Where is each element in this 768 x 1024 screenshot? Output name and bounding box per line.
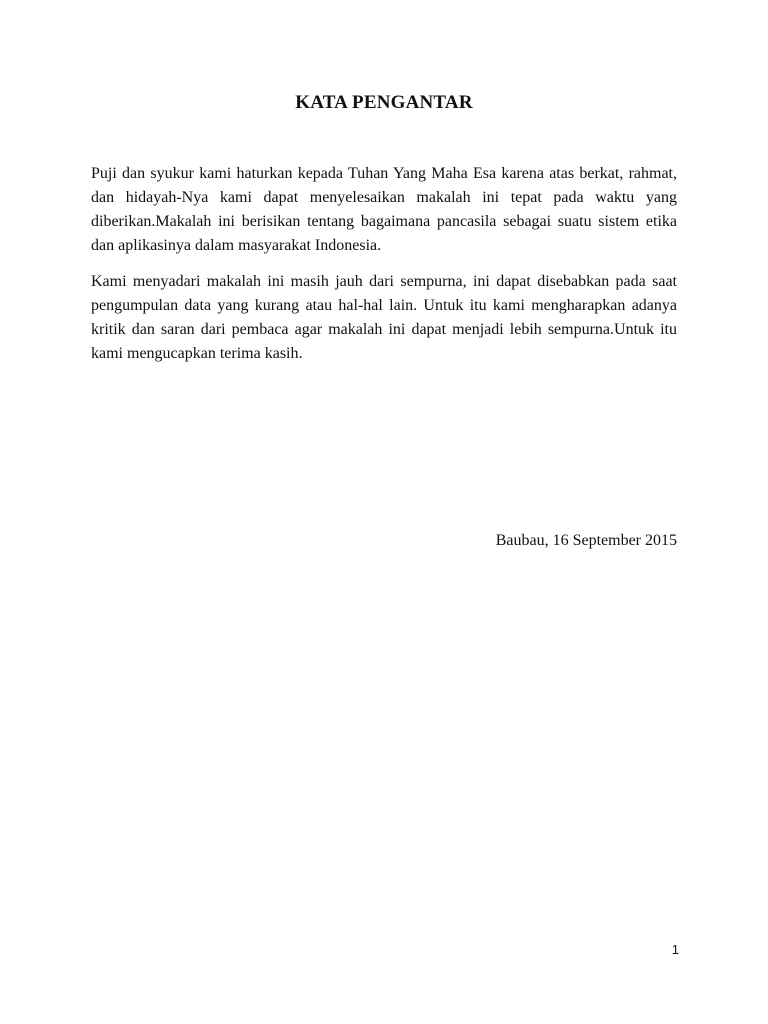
- page-title: KATA PENGANTAR: [295, 92, 473, 113]
- page-number: 1: [671, 942, 679, 957]
- place-date: Baubau, 16 September 2015: [495, 532, 677, 549]
- paragraph-2: Kami menyadari makalah ini masih jauh dari sempurna, ini dapat disebabkan pada saat pengumpulan data yang kurang atau hal-hal lain. Untuk itu kami mengharapkan adanya kritik dan saran dari pembaca agar makalah ini dapat menjadi lebih sempurna.Untuk itu kami mengucapkan terima kasih.: [91, 273, 677, 362]
- paragraph-1: Puji dan syukur kami haturkan kepada Tuhan Yang Maha Esa karena atas berkat, rahmat, dan hidayah-Nya kami dapat menyelesaikan makalah ini tepat pada waktu yang diberikan.Makalah ini berisikan tentang bagaimana pancasila sebagai suatu sistem etika dan aplikasinya dalam masyarakat Indonesia.: [91, 165, 677, 254]
